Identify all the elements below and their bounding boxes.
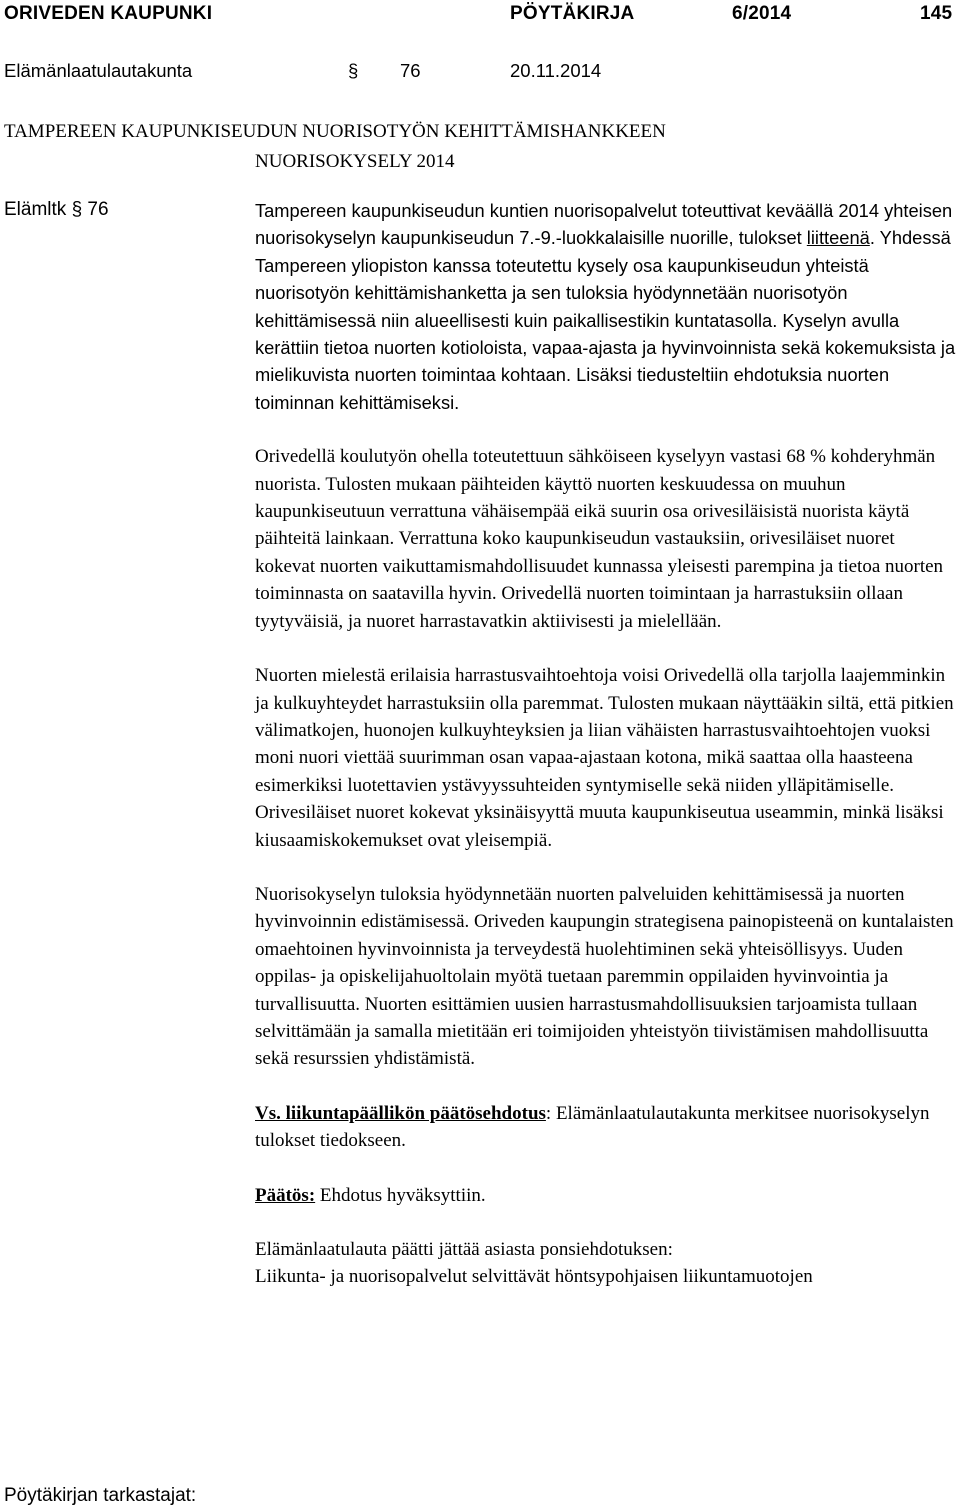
meeting-date: 20.11.2014 bbox=[510, 60, 602, 81]
proposal-paragraph bbox=[255, 1100, 957, 1155]
paragraph-4: Nuorisokyselyn tuloksia hyödynnetään nuorten palveluiden kehittämisessä ja nuorten hyvinvoinnin edistämisessä. Oriveden kaupungin strategisena painopisteenä on kuntalaisten omaehtoinen hyvinvoinnista ja terveydestä huolehtiminen sekä yhteisöllisyys. Uuden oppilas- ja opiskelijahuoltolain myötä tuetaan paremmin oppilaiden hyvinvointia ja turvallisuutta. Nuorten esittämien uusien harrastusmahdollisuuksien tarjoamista tullaan selvittämään ja samalla mietitään eri toimijoiden yhteistyön tiivistämisen mahdollisuutta sekä resurssien yhdistämistä. bbox=[255, 883, 954, 1070]
minutes-inspectors-label: Pöytäkirjan tarkastajat: bbox=[4, 1485, 197, 1506]
paragraph-1-rest: . Yhdessä Tampereen yliopiston kanssa toteutettu kysely osa kaupunkiseudun yhteistä nuorisotyön kehittämishanketta ja sen tuloksia hyödynnetään nuorisotyön kehittämisessä niin alueellisesti kuin paikallisestikin kuntatasolla. Kyselyn avulla kerättiin tietoa nuorten kotioloista, vapaa-ajasta ja hyvinvoinnista sekä kokemuksista ja mielikuvista nuorten toimintaa kohtaan. Lisäksi tiedusteltiin ehdotuksia nuorten toiminnan kehittämiseksi. bbox=[255, 227, 956, 413]
statement-line-2: Liikunta- ja nuorisopalvelut selvittävät höntsypohjaisen liikuntamuotojen bbox=[255, 1266, 813, 1288]
issue-number: 6/2014 bbox=[732, 3, 792, 24]
paragraph-1-lead: Tampereen kaupunkiseudun kuntien nuorisopalvelut toteuttivat keväällä 2014 yhteisen nuorisokyselyn kaupunkiseudun 7.-9.-luokkalaisille nuorille, tulokset bbox=[255, 200, 953, 249]
proposal-label: Vs. liikuntapäällikön päätösehdotus bbox=[255, 1102, 546, 1124]
agenda-title-line-2: NUORISOKYSELY 2014 bbox=[255, 151, 455, 172]
paragraph-1 bbox=[255, 197, 957, 416]
proposal-text: : Elämänlaatulautakunta merkitsee nuorisokyselyn tulokset tiedokseen. bbox=[255, 1102, 930, 1152]
agenda-title bbox=[4, 117, 904, 177]
section-label: Elämltk § 76 bbox=[4, 199, 109, 220]
paragraph-3: Nuorten mielestä erilaisia harrastusvaihtoehtoja voisi Orivedellä olla tarjolla laajemminkin ja kulkuyhteydet harrastuksiin olla paremmat. Tulosten mukaan näyttääkin siltä, että pitkien välimatkojen, huonojen kulkuyhteyksien ja liian vähäisten harrastusvaihtoehtojen vuoksi moni nuori viettää suurimman osan vapaa-ajastaan kotona, mikä saattaa olla haasteena esimerkiksi luotettavien ystävyyssuhteiden syntymiselle sekä niiden ylläpitämiselle. Orivesiläiset nuoret kokevat yksinäisyyttä muuta kaupunkiseutua useammin, minkä lisäksi kiusaamiskokemukset ovat yleisempiä. bbox=[255, 665, 954, 851]
decision-label: Päätös: bbox=[255, 1184, 316, 1206]
committee-name: Elämänlaatulautakunta bbox=[4, 60, 193, 81]
page-number: 145 bbox=[920, 3, 953, 24]
section-symbol: § bbox=[348, 60, 359, 81]
org-name: ORIVEDEN KAUPUNKI bbox=[4, 3, 213, 24]
statement-line-1: Elämänlaatulauta päätti jättää asiasta ponsiehdotuksen: bbox=[255, 1239, 673, 1260]
paragraph-2: Orivedellä koulutyön ohella toteutettuun sähköiseen kyselyyn vastasi 68 % kohderyhmän nuorista. Tulosten mukaan päihteiden käyttö nuorten keskuudessa on muuhun kaupunkiseutuun verrattuna vähäisempää eikä suurin osa orivesiläisistä nuorista käytä päihteitä lainkaan. Verrattuna koko kaupunkiseudun vastauksiin, orivesiläiset nuoret kokevat nuorten vaikuttamismahdollisuudet kunnassa yleisesti parempina ja tietoa nuorten toiminnasta on saatavilla hyvin. Orivedellä nuorten toimintaan ja harrastuksiin ollaan tyytyväisiä, ja nuoret harrastavatkin aktiivisesti ja mielellään. bbox=[255, 446, 944, 632]
agenda-title-line-1: TAMPEREEN KAUPUNKISEUDUN NUORISOTYÖN KEHITTÄMISHANKKEEN bbox=[4, 121, 666, 142]
attachment-link[interactable]: liitteenä bbox=[806, 227, 870, 249]
document-type: PÖYTÄKIRJA bbox=[510, 3, 635, 24]
decision-text: Ehdotus hyväksyttiin. bbox=[315, 1184, 486, 1206]
decision-paragraph bbox=[255, 1182, 957, 1209]
section-number: 76 bbox=[400, 60, 421, 81]
minutes-body bbox=[255, 197, 957, 1291]
